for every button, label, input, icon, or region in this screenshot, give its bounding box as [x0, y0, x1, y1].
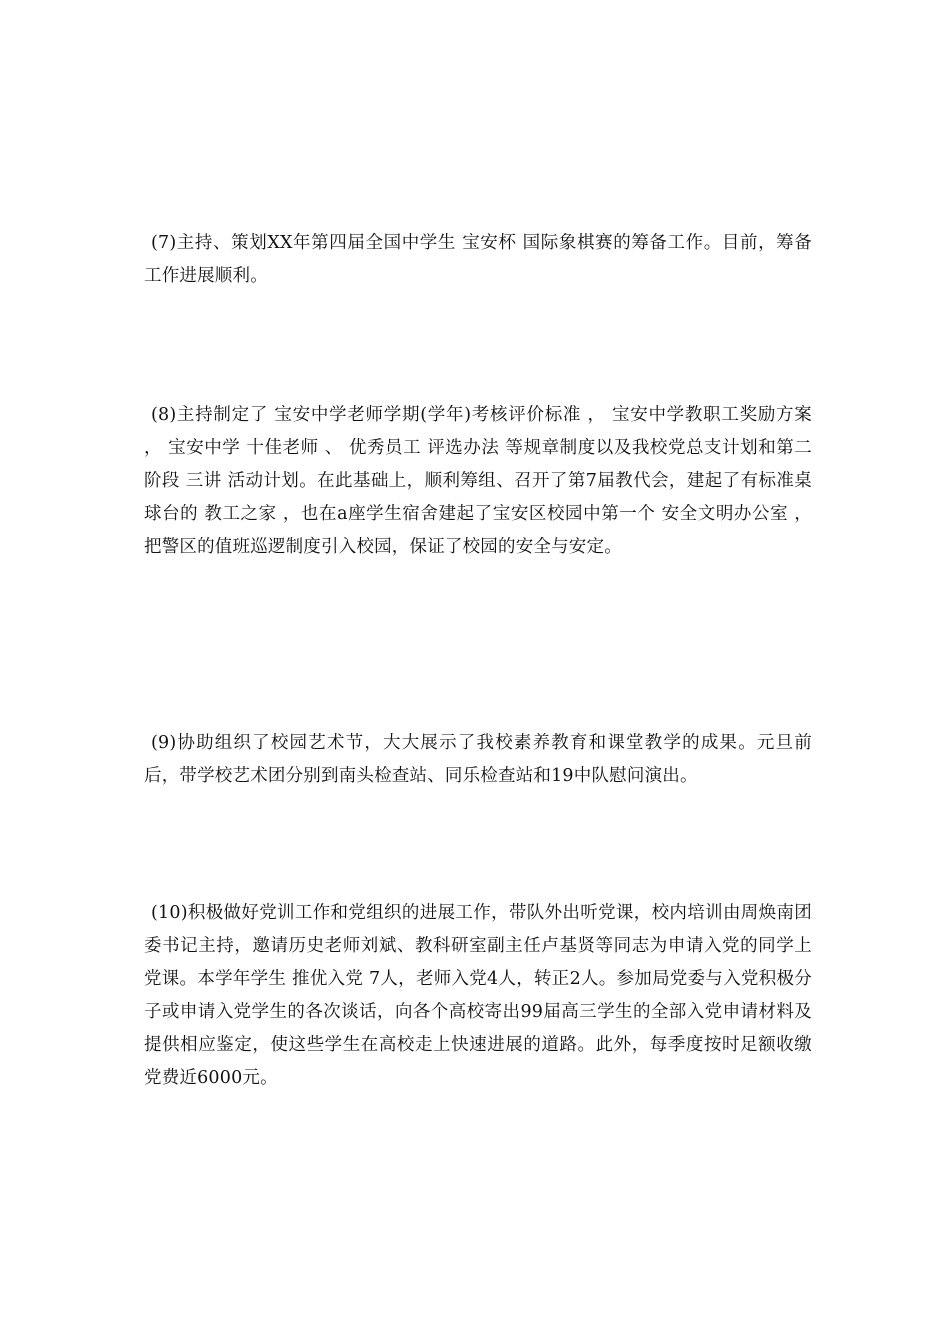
paragraph-9: (9)协助组织了校园艺术节，大大展示了我校素养教育和课堂教学的成果。元旦前后，带学校艺术团分别到南头检查站、同乐检查站和19中队慰问演出。	[144, 733, 812, 786]
paragraph-10: (10)积极做好党训工作和党组织的进展工作，带队外出听党课，校内培训由周焕南团委书记主持，邀请历史老师刘斌、教科研室副主任卢基贤等同志为申请入党的同学上党课。本学年学生 推优入党 7人，老师入党4人，转正2人。参加局党委与入党积极分子或申请入党学生的各次谈话，向各个高校寄出99届高三学生的全部入党申请材料及提供相应鉴定，使这些学生在高校走上快速进展的道路。此外，每季度按时足额收缴党费近6000元。	[144, 903, 812, 1088]
paragraph-7: (7)主持、策划XX年第四届全国中学生 宝安杯 国际象棋赛的筹备工作。目前，筹备工作进展顺利。	[144, 233, 812, 286]
paragraph-8: (8)主持制定了 宝安中学老师学期(学年)考核评价标准 ， 宝安中学教职工奖励方案 ， 宝安中学 十佳老师 、 优秀员工 评选办法 等规章制度以及我校党总支计划和第二阶段 三讲 活动计划。在此基础上，顺利筹组、召开了第7届教代会，建起了有标准桌球台的 教工之家 ，也在a座学生宿舍建起了宝安区校园中第一个 安全文明办公室 ，把警区的值班巡逻制度引入校园，保证了校园的安全与安定。	[144, 405, 812, 557]
